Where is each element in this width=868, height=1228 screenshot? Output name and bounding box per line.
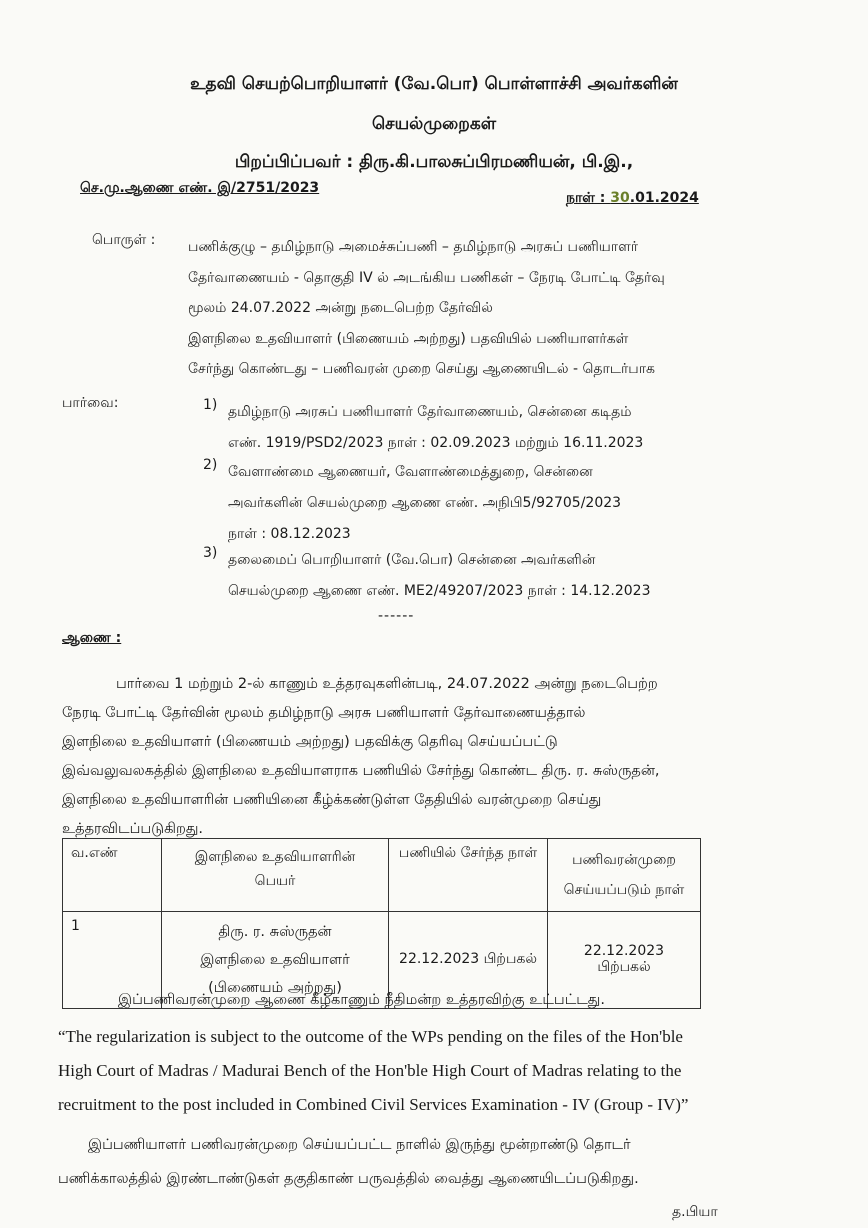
issuer-line: பிறப்பிப்பவர் : திரு.கி.பாலசுப்பிரமணியன், பி.இ.,	[234, 152, 634, 172]
subject-line: பணிக்குழு – தமிழ்நாடு அமைச்சுப்பணி – தமிழ்நாடு அரசுப் பணியாளர்	[188, 239, 639, 255]
reference-number: செ.மு.ஆணை எண். இ/2751/2023	[80, 180, 320, 196]
order-line: இளநிலை உதவியாளரின் பணியினை கீழ்க்கண்டுள்ள தேதியில் வரன்முறை செய்து	[62, 792, 602, 808]
order-line: இவ்வலுவலகத்தில் இளநிலை உதவியாளராக பணியில் சேர்ந்து கொண்ட திரு. ர. சுஸ்ருதன்,	[62, 763, 660, 779]
reference-line: தமிழ்நாடு அரசுப் பணியாளர் தேர்வாணையம், சென்னை கடிதம்	[228, 404, 632, 420]
subject-line: தேர்வாணையம் - தொகுதி IV ல் அடங்கிய பணிகள் – நேரடி போட்டி தேர்வு	[188, 269, 665, 286]
english-line: “The regularization is subject to the outcome of the WPs pending on the files of the Hon'ble	[58, 1027, 683, 1046]
order-line: இளநிலை உதவியாளர் (பிணையம் அற்றது) பதவிக்கு தெரிவு செய்யப்பட்டு	[62, 734, 558, 750]
english-line: High Court of Madras / Madurai Bench of the Hon'ble High Court of Madras relating to the	[58, 1061, 682, 1080]
header-name: இளநிலை உதவியாளரின் பெயர்	[194, 849, 356, 889]
reference-item-2	[228, 457, 621, 550]
order-paragraph	[62, 670, 714, 844]
order-line: பார்வை 1 மற்றும் 2-ல் காணும் உத்தரவுகளின்படி, 24.07.2022 அன்று நடைபெற்ற	[116, 676, 658, 692]
reference-number-1: 1)	[203, 397, 218, 413]
table-header	[63, 839, 162, 912]
table-header	[162, 839, 389, 912]
header-line1: உதவி செயற்பொறியாளர் (வே.பொ) பொள்ளாச்சி அவர்களின்	[190, 74, 678, 94]
reference-line: அவர்களின் செயல்முறை ஆணை எண். அநிபி5/92705/2023	[228, 495, 622, 511]
probation-line: இப்பணியாளர் பணிவரன்முறை செய்யப்பட்ட நாளில் இருந்து மூன்றாண்டு தொடர்	[88, 1137, 631, 1153]
subject-line: இளநிலை உதவியாளர் (பிணையம் அற்றது) பதவியில் பணியாளர்கள்	[188, 330, 629, 347]
subject-body	[188, 232, 665, 385]
reference-line: எண். 1919/PSD2/2023 நாள் : 02.09.2023 மற்றும் 16.11.2023	[228, 435, 644, 451]
order-label: ஆணை :	[62, 630, 122, 646]
english-line: recruitment to the post included in Combined Civil Services Examination - IV (Group - IV)”	[58, 1095, 689, 1114]
date-label: நாள் :	[566, 190, 611, 206]
header-regularized: பணிவரன்முறை செய்யப்படும் நாள்	[563, 852, 685, 898]
continuation-mark: த.பியா	[672, 1204, 718, 1220]
header-serial: வ.எண்	[71, 845, 118, 861]
reference-item-3	[228, 545, 651, 607]
references-label: பார்வை:	[62, 395, 119, 411]
separator-dashes: ------	[378, 608, 415, 624]
row-serial: 1	[71, 918, 80, 934]
date-day: 30	[610, 190, 630, 206]
table-header	[389, 839, 548, 912]
subject-line: சேர்ந்து கொண்டது – பணிவரன் முறை செய்து ஆணையிடல் - தொடர்பாக	[188, 361, 655, 377]
probation-paragraph	[58, 1128, 639, 1196]
header-line2: செயல்முறைகள்	[371, 114, 497, 134]
table-header-row	[63, 839, 701, 912]
row-joined: 22.12.2023 பிற்பகல்	[399, 951, 537, 967]
row-regularized: 22.12.2023 பிற்பகல்	[583, 943, 665, 975]
header-joined: பணியில் சேர்ந்த நாள்	[398, 845, 538, 861]
regularization-table	[62, 838, 701, 1009]
date-rest: .01.2024	[629, 190, 699, 206]
english-clause	[58, 1020, 688, 1122]
row-name: திரு. ர. சுஸ்ருதன் இளநிலை உதவியாளர் (பிணையம் அற்றது)	[200, 924, 350, 996]
subject-line: மூலம் 24.07.2022 அன்று நடைபெற்ற தேர்வில்	[188, 300, 493, 316]
court-note: இப்பணிவரன்முறை ஆணை கீழ்காணும் நீதிமன்ற உத்தரவிற்கு உட்பட்டது.	[118, 992, 605, 1008]
subject-label: பொருள் :	[92, 232, 156, 248]
order-date	[566, 190, 699, 208]
probation-line: பணிக்காலத்தில் இரண்டாண்டுகள் தகுதிகாண் பருவத்தில் வைத்து ஆணையிடப்படுகிறது.	[58, 1171, 639, 1187]
reference-line: வேளாண்மை ஆணையர், வேளாண்மைத்துறை, சென்னை	[228, 464, 593, 480]
reference-line: செயல்முறை ஆணை எண். ME2/49207/2023 நாள் : 14.12.2023	[228, 583, 651, 599]
reference-line: நாள் : 08.12.2023	[228, 526, 351, 542]
reference-number-3: 3)	[203, 545, 218, 561]
order-line: நேரடி போட்டி தேர்வின் மூலம் தமிழ்நாடு அரசு பணியாளர் தேர்வாணையத்தால்	[62, 705, 586, 721]
reference-item-1	[228, 397, 643, 459]
reference-line: தலைமைப் பொறியாளர் (வே.பொ) சென்னை அவர்களின்	[228, 552, 596, 568]
reference-number-2: 2)	[203, 457, 218, 473]
table-header	[548, 839, 701, 912]
order-line: உத்தரவிடப்படுகிறது.	[62, 821, 204, 837]
